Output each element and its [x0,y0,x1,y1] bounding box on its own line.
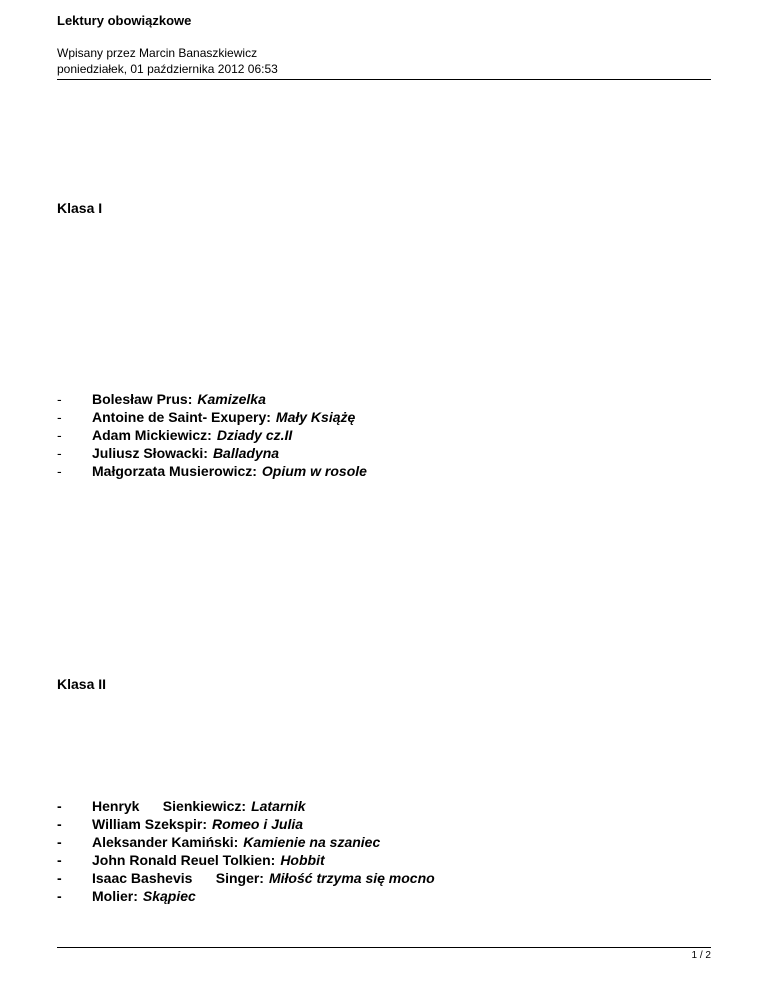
book-author: William Szekspir: [92,816,208,832]
book-title: Kamizelka [197,391,266,407]
list-item: - William Szekspir: Romeo i Julia [57,816,304,832]
author-line: Wpisany przez Marcin Banaszkiewicz [57,46,258,60]
book-title: Mały Książę [275,409,356,425]
reading-list-klasa-1 [57,390,367,480]
book-author: Adam Mickiewicz: [92,427,212,443]
book-author: Molier: [92,888,138,904]
header-divider [57,79,711,80]
list-item: - Molier: Skąpiec [57,888,196,904]
book-title: Dziady cz.II [216,427,293,443]
book-author: Henryk Sienkiewicz: [92,798,247,814]
book-author: Aleksander Kamiński: [92,834,239,850]
book-author: Antoine de Saint- Exupery: [92,409,271,425]
book-author: Juliusz Słowacki: [92,445,208,461]
document-header [57,12,711,77]
book-title: Hobbit [280,852,325,868]
book-author: John Ronald Reuel Tolkien: [92,852,276,868]
list-item: - John Ronald Reuel Tolkien: Hobbit [57,852,325,868]
book-title: Opium w rosole [261,463,367,479]
book-title: Latarnik [251,798,306,814]
date-line: poniedziałek, 01 października 2012 06:53 [57,62,278,76]
footer-divider [57,947,711,948]
reading-list-klasa-2 [57,797,435,905]
book-author: Isaac Bashevis Singer: [92,870,264,886]
page-number: 1 / 2 [691,950,711,961]
book-author: Bolesław Prus: [92,391,193,407]
book-title: Balladyna [212,445,280,461]
list-item: - Małgorzata Musierowicz: Opium w rosole [57,463,367,479]
list-item: - Bolesław Prus: Kamizelka [57,391,266,407]
book-title: Kamienie na szaniec [243,834,381,850]
book-title: Miłość trzyma się mocno [268,870,435,886]
book-title: Skąpiec [142,888,196,904]
section-title-klasa-1: Klasa I [57,200,103,216]
section-title-klasa-2: Klasa II [57,676,107,692]
list-item: - Isaac Bashevis Singer: Miłość trzyma się mocno [57,870,435,886]
list-item: - Adam Mickiewicz: Dziady cz.II [57,427,293,443]
list-item: - Aleksander Kamiński: Kamienie na szaniec [57,834,381,850]
book-author: Małgorzata Musierowicz: [92,463,257,479]
book-title: Romeo i Julia [212,816,304,832]
list-item: - Antoine de Saint- Exupery: Mały Książę [57,409,356,425]
article-meta [57,45,711,77]
list-item: - Juliusz Słowacki: Balladyna [57,445,280,461]
list-item: - Henryk Sienkiewicz: Latarnik [57,798,306,814]
document-title: Lektury obowiązkowe [57,13,192,28]
